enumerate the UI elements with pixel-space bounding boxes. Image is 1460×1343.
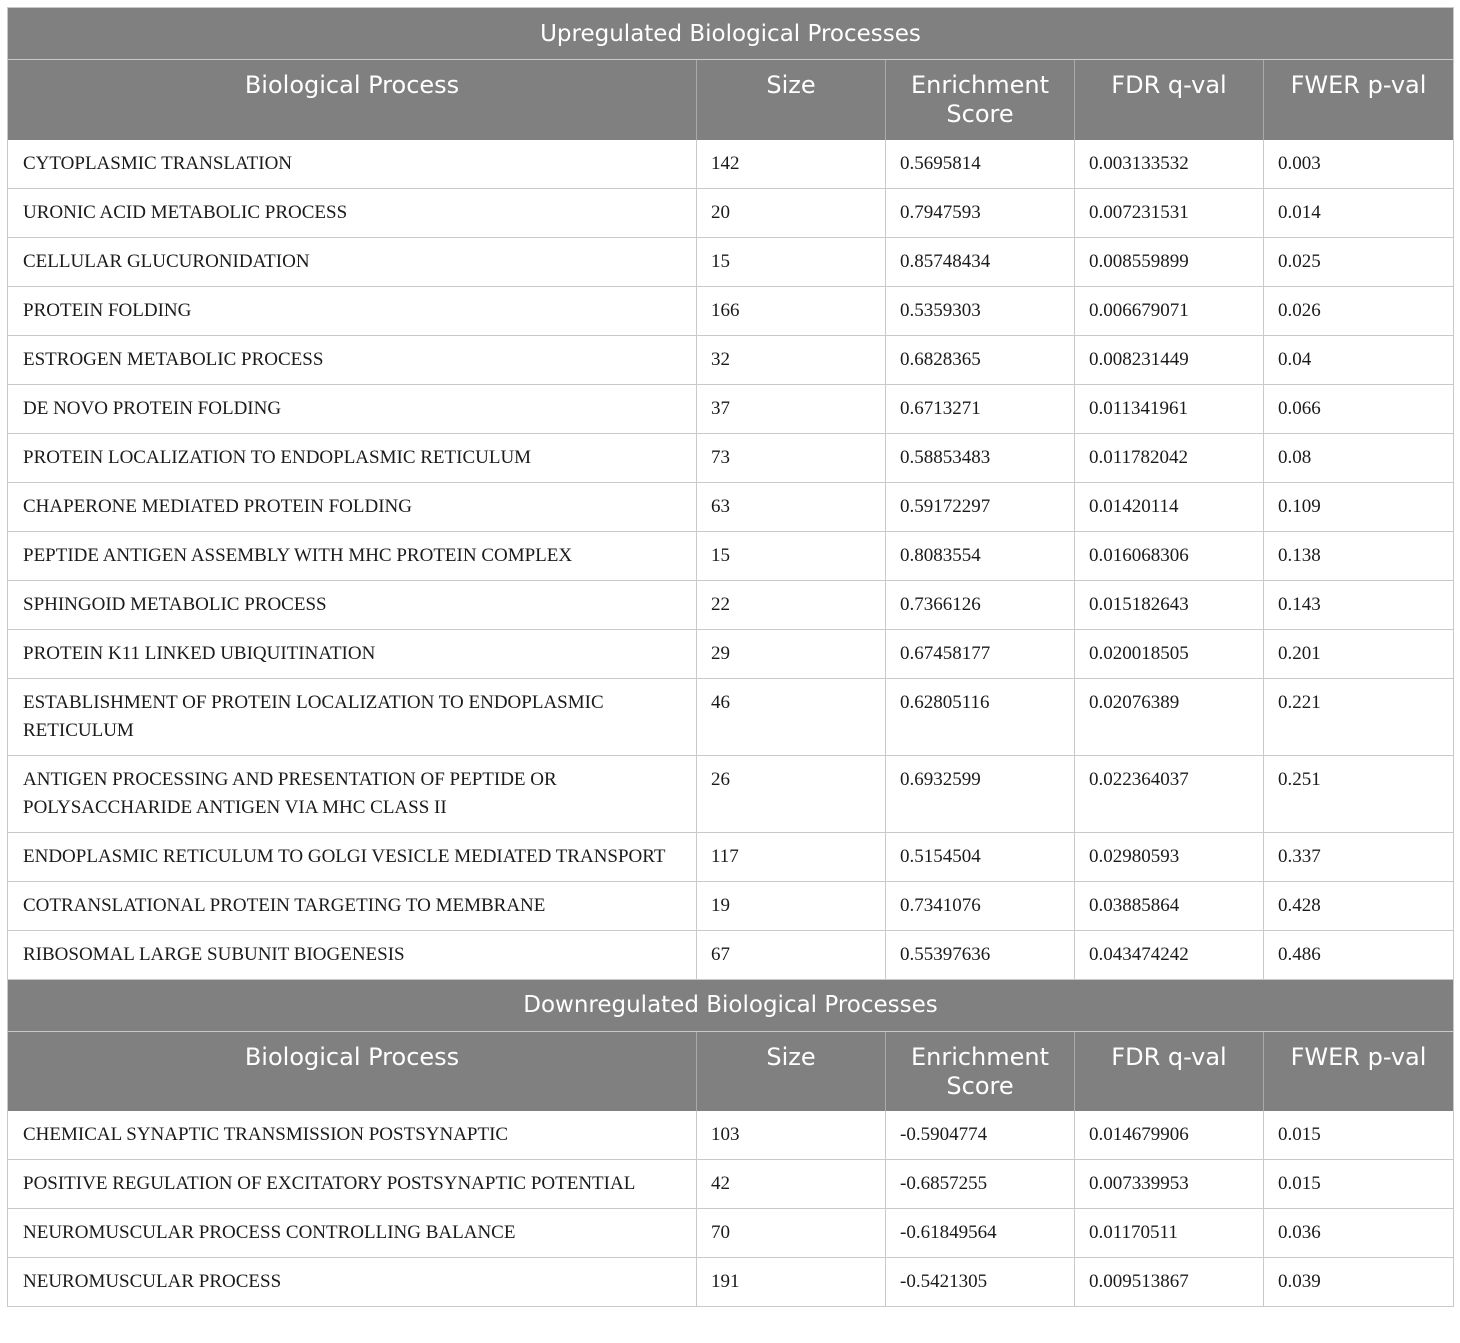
process-cell: CHEMICAL SYNAPTIC TRANSMISSION POSTSYNAPTIC	[8, 1111, 697, 1160]
size-cell: 15	[697, 531, 886, 580]
fwer-p-val-cell: 0.109	[1264, 482, 1454, 531]
process-cell: CELLULAR GLUCURONIDATION	[8, 237, 697, 286]
header-biological-process: Biological Process	[8, 1031, 697, 1111]
header-fwer-p-val: FWER p-val	[1264, 60, 1454, 140]
size-cell: 117	[697, 832, 886, 881]
fdr-q-val-cell: 0.014679906	[1075, 1111, 1264, 1160]
process-cell: CYTOPLASMIC TRANSLATION	[8, 140, 697, 189]
fdr-q-val-cell: 0.003133532	[1075, 140, 1264, 189]
enrichment-score-cell: 0.5359303	[886, 286, 1075, 335]
fdr-q-val-cell: 0.008231449	[1075, 335, 1264, 384]
table-row	[8, 629, 1454, 678]
fdr-q-val-cell: 0.03885864	[1075, 881, 1264, 930]
fwer-p-val-cell: 0.138	[1264, 531, 1454, 580]
table-row	[8, 881, 1454, 930]
enrichment-score-cell: 0.6932599	[886, 755, 1075, 832]
header-fwer-p-val: FWER p-val	[1264, 1031, 1454, 1111]
enrichment-score-cell: 0.85748434	[886, 237, 1075, 286]
fwer-p-val-cell: 0.025	[1264, 237, 1454, 286]
size-cell: 42	[697, 1160, 886, 1209]
table-row	[8, 678, 1454, 755]
fwer-p-val-cell: 0.04	[1264, 335, 1454, 384]
enrichment-score-cell: 0.8083554	[886, 531, 1075, 580]
table-row	[8, 384, 1454, 433]
fdr-q-val-cell: 0.016068306	[1075, 531, 1264, 580]
size-cell: 63	[697, 482, 886, 531]
process-cell: COTRANSLATIONAL PROTEIN TARGETING TO MEMBRANE	[8, 881, 697, 930]
fdr-q-val-cell: 0.01420114	[1075, 482, 1264, 531]
size-cell: 22	[697, 580, 886, 629]
process-cell: PEPTIDE ANTIGEN ASSEMBLY WITH MHC PROTEIN COMPLEX	[8, 531, 697, 580]
table-row	[8, 1209, 1454, 1258]
size-cell: 70	[697, 1209, 886, 1258]
enrichment-score-cell: -0.61849564	[886, 1209, 1075, 1258]
enrichment-table	[7, 7, 1454, 1307]
size-cell: 73	[697, 433, 886, 482]
fwer-p-val-cell: 0.003	[1264, 140, 1454, 189]
size-cell: 67	[697, 930, 886, 979]
fwer-p-val-cell: 0.036	[1264, 1209, 1454, 1258]
process-cell: PROTEIN K11 LINKED UBIQUITINATION	[8, 629, 697, 678]
header-fdr-q-val: FDR q-val	[1075, 60, 1264, 140]
fdr-q-val-cell: 0.02076389	[1075, 678, 1264, 755]
size-cell: 29	[697, 629, 886, 678]
fdr-q-val-cell: 0.009513867	[1075, 1258, 1264, 1307]
fdr-q-val-cell: 0.007231531	[1075, 188, 1264, 237]
fwer-p-val-cell: 0.201	[1264, 629, 1454, 678]
enrichment-score-cell: 0.67458177	[886, 629, 1075, 678]
fwer-p-val-cell: 0.039	[1264, 1258, 1454, 1307]
header-enrichment-score: Enrichment Score	[886, 1031, 1075, 1111]
fwer-p-val-cell: 0.251	[1264, 755, 1454, 832]
table-row	[8, 335, 1454, 384]
process-cell: PROTEIN LOCALIZATION TO ENDOPLASMIC RETICULUM	[8, 433, 697, 482]
table-row	[8, 482, 1454, 531]
fwer-p-val-cell: 0.066	[1264, 384, 1454, 433]
process-cell: PROTEIN FOLDING	[8, 286, 697, 335]
fdr-q-val-cell: 0.043474242	[1075, 930, 1264, 979]
size-cell: 19	[697, 881, 886, 930]
table-row	[8, 580, 1454, 629]
process-cell: POSITIVE REGULATION OF EXCITATORY POSTSYNAPTIC POTENTIAL	[8, 1160, 697, 1209]
fdr-q-val-cell: 0.006679071	[1075, 286, 1264, 335]
fwer-p-val-cell: 0.486	[1264, 930, 1454, 979]
fwer-p-val-cell: 0.015	[1264, 1160, 1454, 1209]
table-row	[8, 755, 1454, 832]
size-cell: 32	[697, 335, 886, 384]
fdr-q-val-cell: 0.011782042	[1075, 433, 1264, 482]
process-cell: CHAPERONE MEDIATED PROTEIN FOLDING	[8, 482, 697, 531]
process-cell: ESTROGEN METABOLIC PROCESS	[8, 335, 697, 384]
enrichment-score-cell: 0.59172297	[886, 482, 1075, 531]
table-row	[8, 1160, 1454, 1209]
size-cell: 191	[697, 1258, 886, 1307]
size-cell: 15	[697, 237, 886, 286]
table-row	[8, 531, 1454, 580]
process-cell: RIBOSOMAL LARGE SUBUNIT BIOGENESIS	[8, 930, 697, 979]
table-row	[8, 433, 1454, 482]
column-header-row	[8, 60, 1454, 140]
fdr-q-val-cell: 0.008559899	[1075, 237, 1264, 286]
process-cell: URONIC ACID METABOLIC PROCESS	[8, 188, 697, 237]
fwer-p-val-cell: 0.337	[1264, 832, 1454, 881]
enrichment-score-cell: 0.55397636	[886, 930, 1075, 979]
fdr-q-val-cell: 0.02980593	[1075, 832, 1264, 881]
table-row	[8, 832, 1454, 881]
fwer-p-val-cell: 0.08	[1264, 433, 1454, 482]
enrichment-score-cell: 0.7366126	[886, 580, 1075, 629]
header-biological-process: Biological Process	[8, 60, 697, 140]
column-header-row	[8, 1031, 1454, 1111]
results-table-container	[7, 7, 1453, 1307]
process-cell: ANTIGEN PROCESSING AND PRESENTATION OF PEPTIDE OR POLYSACCHARIDE ANTIGEN VIA MHC CLASS II	[8, 755, 697, 832]
fwer-p-val-cell: 0.026	[1264, 286, 1454, 335]
size-cell: 37	[697, 384, 886, 433]
fdr-q-val-cell: 0.01170511	[1075, 1209, 1264, 1258]
fwer-p-val-cell: 0.221	[1264, 678, 1454, 755]
fdr-q-val-cell: 0.022364037	[1075, 755, 1264, 832]
section-title-row	[8, 979, 1454, 1031]
size-cell: 166	[697, 286, 886, 335]
enrichment-score-cell: -0.6857255	[886, 1160, 1075, 1209]
fdr-q-val-cell: 0.020018505	[1075, 629, 1264, 678]
process-cell: NEUROMUSCULAR PROCESS	[8, 1258, 697, 1307]
downregulated-rows	[8, 1111, 1454, 1307]
table-row	[8, 188, 1454, 237]
enrichment-score-cell: 0.6713271	[886, 384, 1075, 433]
downregulated-title: Downregulated Biological Processes	[8, 979, 1454, 1031]
section-title-row	[8, 8, 1454, 60]
enrichment-score-cell: 0.7947593	[886, 188, 1075, 237]
enrichment-score-cell: 0.58853483	[886, 433, 1075, 482]
size-cell: 46	[697, 678, 886, 755]
fwer-p-val-cell: 0.014	[1264, 188, 1454, 237]
enrichment-score-cell: 0.5695814	[886, 140, 1075, 189]
enrichment-score-cell: 0.62805116	[886, 678, 1075, 755]
process-cell: NEUROMUSCULAR PROCESS CONTROLLING BALANCE	[8, 1209, 697, 1258]
enrichment-score-cell: 0.5154504	[886, 832, 1075, 881]
fwer-p-val-cell: 0.428	[1264, 881, 1454, 930]
fdr-q-val-cell: 0.011341961	[1075, 384, 1264, 433]
table-row	[8, 140, 1454, 189]
size-cell: 103	[697, 1111, 886, 1160]
size-cell: 142	[697, 140, 886, 189]
upregulated-title: Upregulated Biological Processes	[8, 8, 1454, 60]
process-cell: SPHINGOID METABOLIC PROCESS	[8, 580, 697, 629]
fdr-q-val-cell: 0.007339953	[1075, 1160, 1264, 1209]
table-row	[8, 930, 1454, 979]
size-cell: 20	[697, 188, 886, 237]
enrichment-score-cell: 0.6828365	[886, 335, 1075, 384]
table-row	[8, 1258, 1454, 1307]
enrichment-score-cell: 0.7341076	[886, 881, 1075, 930]
process-cell: DE NOVO PROTEIN FOLDING	[8, 384, 697, 433]
fdr-q-val-cell: 0.015182643	[1075, 580, 1264, 629]
fwer-p-val-cell: 0.143	[1264, 580, 1454, 629]
upregulated-rows	[8, 140, 1454, 980]
fwer-p-val-cell: 0.015	[1264, 1111, 1454, 1160]
size-cell: 26	[697, 755, 886, 832]
header-enrichment-score: Enrichment Score	[886, 60, 1075, 140]
enrichment-score-cell: -0.5904774	[886, 1111, 1075, 1160]
process-cell: ESTABLISHMENT OF PROTEIN LOCALIZATION TO ENDOPLASMIC RETICULUM	[8, 678, 697, 755]
header-fdr-q-val: FDR q-val	[1075, 1031, 1264, 1111]
table-row	[8, 286, 1454, 335]
process-cell: ENDOPLASMIC RETICULUM TO GOLGI VESICLE MEDIATED TRANSPORT	[8, 832, 697, 881]
table-row	[8, 237, 1454, 286]
header-size: Size	[697, 60, 886, 140]
enrichment-score-cell: -0.5421305	[886, 1258, 1075, 1307]
table-row	[8, 1111, 1454, 1160]
header-size: Size	[697, 1031, 886, 1111]
